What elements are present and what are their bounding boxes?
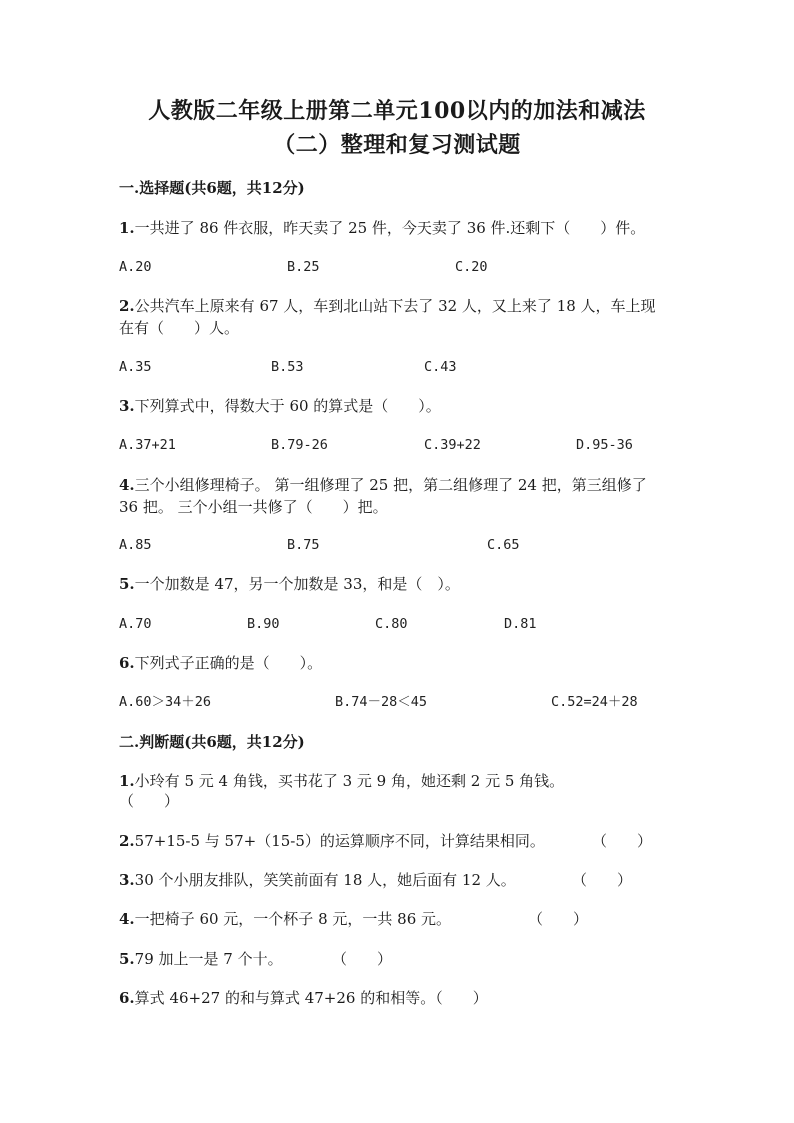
tf4-answer-blank[interactable]: （ ）	[528, 910, 589, 928]
q5-option-b[interactable]: B.90	[247, 616, 280, 632]
tf-question-1-stem	[119, 771, 564, 791]
q4-option-c[interactable]: C.65	[487, 537, 520, 553]
q5-option-c[interactable]: C.80	[375, 616, 408, 632]
page-title-line2: （二）整理和复习测试题	[273, 132, 521, 158]
question-number: 3.	[119, 871, 135, 889]
q2-option-a[interactable]: A.35	[119, 359, 152, 375]
question-number: 4.	[119, 476, 135, 494]
q5-option-a[interactable]: A.70	[119, 616, 152, 632]
question-2-stem-cont: 在有（ ）人。	[119, 319, 240, 337]
tf5-answer-blank[interactable]: （ ）	[332, 950, 393, 968]
question-1-stem	[119, 218, 645, 238]
q4-option-a[interactable]: A.85	[119, 537, 152, 553]
question-number: 3.	[119, 397, 135, 415]
question-2-stem	[119, 296, 656, 316]
tf-question-5-stem	[119, 949, 283, 969]
question-number: 2.	[119, 832, 135, 850]
question-number: 4.	[119, 910, 135, 928]
question-number: 1.	[119, 772, 135, 790]
question-3-stem	[119, 396, 441, 416]
q2-option-c[interactable]: C.43	[424, 359, 457, 375]
q3-option-a[interactable]: A.37+21	[119, 437, 176, 453]
question-text: 三个小组修理椅子。 第一组修理了 25 把，第二组修理了 24 把，第三组修了	[134, 476, 647, 494]
q3-option-c[interactable]: C.39+22	[424, 437, 481, 453]
tf-question-2-stem	[119, 831, 545, 851]
question-text: 下列式子正确的是（ ）。	[134, 654, 323, 672]
tf3-answer-blank[interactable]: （ ）	[572, 871, 633, 889]
question-text: 公共汽车上原来有 67 人，车到北山站下去了 32 人，又上来了 18 人，车上现	[134, 297, 656, 315]
question-text: 一把椅子 60 元，一个杯子 8 元，一共 86 元。	[134, 910, 451, 928]
section-heading-true-false: 二.判断题(共6题，共12分)	[119, 733, 305, 751]
q3-option-d[interactable]: D.95-36	[576, 437, 633, 453]
question-text: 57+15-5 与 57+（15-5）的运算顺序不同，计算结果相同。	[134, 832, 545, 850]
question-5-stem	[119, 574, 460, 594]
tf-question-4-stem	[119, 909, 451, 929]
question-4-stem-cont: 36 把。 三个小组一共修了（ ）把。	[119, 498, 388, 516]
question-text: 一共进了 86 件衣服，昨天卖了 25 件，今天卖了 36 件.还剩下（ ）件。	[134, 219, 646, 237]
q1-option-b[interactable]: B.25	[287, 259, 320, 275]
question-number: 1.	[119, 219, 135, 237]
q6-option-b[interactable]: B.74－28＜45	[335, 694, 428, 710]
question-text: 下列算式中，得数大于 60 的算式是（ ）。	[134, 397, 441, 415]
tf-question-3-stem	[119, 870, 516, 890]
page-title-line1: 人教版二年级上册第二单元100以内的加法和减法	[148, 98, 646, 124]
q1-option-c[interactable]: C.20	[455, 259, 488, 275]
question-4-stem	[119, 475, 647, 495]
q5-option-d[interactable]: D.81	[504, 616, 537, 632]
tf2-answer-blank[interactable]: （ ）	[592, 832, 653, 850]
q2-option-b[interactable]: B.53	[271, 359, 304, 375]
question-text: 算式 46+27 的和与算式 47+26 的和相等。（ ）	[134, 989, 488, 1007]
question-text: 30 个小朋友排队，笑笑前面有 18 人，她后面有 12 人。	[134, 871, 516, 889]
question-number: 6.	[119, 989, 135, 1007]
q6-option-c[interactable]: C.52=24＋28	[551, 694, 638, 710]
tf-question-6-stem	[119, 988, 488, 1008]
section-heading-multiple-choice: 一.选择题(共6题，共12分)	[119, 179, 305, 197]
question-text: 79 加上一是 7 个十。	[134, 950, 283, 968]
q3-option-b[interactable]: B.79-26	[271, 437, 328, 453]
question-number: 5.	[119, 950, 135, 968]
q1-option-a[interactable]: A.20	[119, 259, 152, 275]
question-text: 小玲有 5 元 4 角钱，买书花了 3 元 9 角，她还剩 2 元 5 角钱。	[134, 772, 565, 790]
tf1-answer-blank[interactable]: （ ）	[119, 792, 180, 810]
question-text: 一个加数是 47，另一个加数是 33，和是（ ）。	[134, 575, 460, 593]
question-number: 5.	[119, 575, 135, 593]
q4-option-b[interactable]: B.75	[287, 537, 320, 553]
question-number: 2.	[119, 297, 135, 315]
question-6-stem	[119, 653, 322, 673]
q6-option-a[interactable]: A.60＞34＋26	[119, 694, 212, 710]
question-number: 6.	[119, 654, 135, 672]
